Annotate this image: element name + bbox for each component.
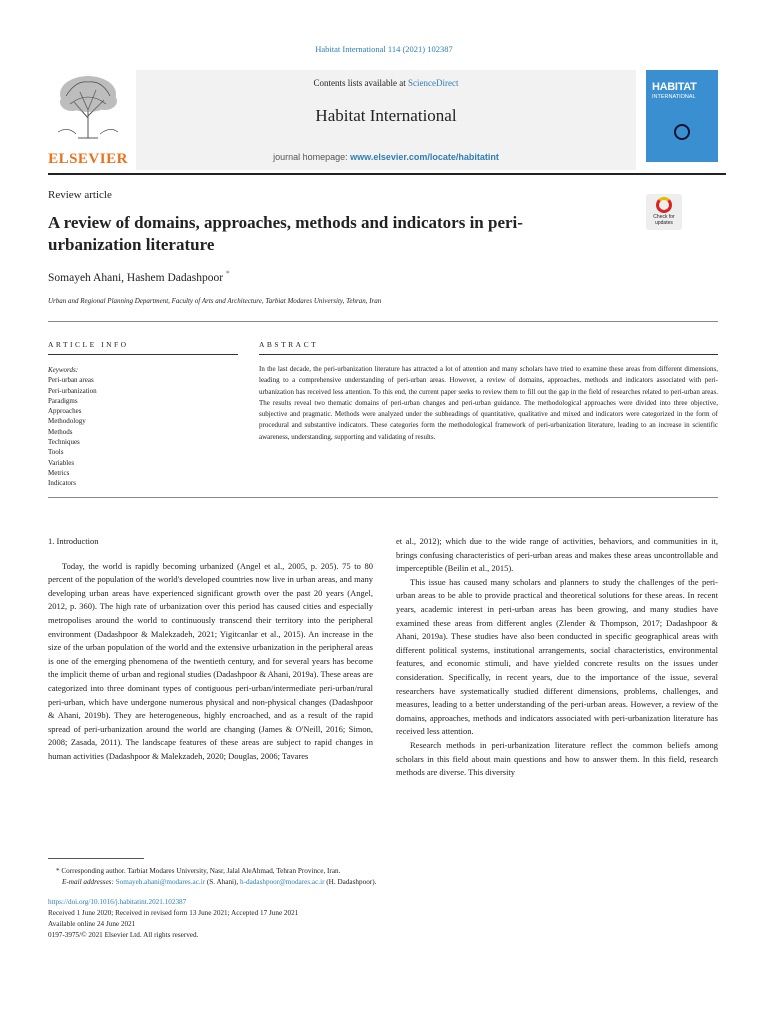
- homepage-line: [136, 152, 636, 162]
- corresponding-author-note: * Corresponding author. Tarbiat Modares University, Nasr, Jalal AleAhmad, Tehran Province, Iran.: [56, 867, 341, 875]
- elsevier-tree-icon: [48, 72, 128, 142]
- keyword-item: Methodology: [48, 417, 86, 426]
- copyright: 0197-3975/© 2021 Elsevier Ltd. All rights reserved.: [48, 931, 199, 939]
- crossmark-line2: updates: [655, 220, 673, 226]
- abstract-rule: [259, 354, 718, 355]
- author-list: [48, 269, 230, 284]
- footnote-rule: [48, 858, 144, 859]
- email-owner: (S. Ahani),: [205, 878, 241, 886]
- check-for-updates-badge[interactable]: [646, 194, 682, 230]
- masthead-banner: [136, 70, 636, 170]
- homepage-prefix: journal homepage:: [273, 152, 351, 162]
- elsevier-logo[interactable]: [48, 72, 128, 168]
- affiliation: Urban and Regional Planning Department, Faculty of Arts and Architecture, Tarbiat Modares University, Tehran, Iran: [48, 297, 382, 305]
- keywords-label: Keywords:: [48, 366, 79, 374]
- email-owner: (H. Dadashpoor).: [324, 878, 377, 886]
- body-column-left: [48, 535, 373, 764]
- keyword-item: Metrics: [48, 468, 70, 477]
- article-title: A review of domains, approaches, methods and indicators in peri-urbanization literature: [48, 213, 523, 254]
- keyword-item: Peri-urban areas: [48, 376, 94, 385]
- journal-cover-thumbnail[interactable]: [646, 70, 718, 162]
- abstract-bottom-rule: [48, 497, 718, 498]
- masthead-rule: [48, 173, 726, 175]
- contents-prefix: Contents lists available at: [313, 78, 408, 88]
- body-paragraph: Research methods in peri-urbanization literature reflect the common beliefs among scholars in this field about main questions and how to answer them. In this field, research methods are diverse. This diversity: [396, 739, 718, 778]
- email-link[interactable]: Somayeh.ahani@modares.ac.ir: [115, 878, 206, 886]
- journal-masthead: [48, 70, 726, 170]
- keyword-item: Methods: [48, 427, 73, 436]
- contents-line: [136, 78, 636, 88]
- keyword-item: Approaches: [48, 407, 82, 416]
- keyword-item: Variables: [48, 458, 75, 467]
- body-paragraph: Today, the world is rapidly becoming urbanized (Angel et al., 2005, p. 205). 75 to 80 percent of the population of the world's developed countries now live in urban areas, and many developing urban areas have experienced significant growth over the past 20 years (Angel, 2012, p. 360). The high rate of urbanization over this period has caused cities and especially metropolises around the world to continuously transcend their territory into the peripheral environment (Dadashpoor & Malekzadeh, 2021; Yigitcanlar et al., 2015). An increase in the size of the urban population of the world and the extensive urbanization in the peripheral areas is one of the emerging phenomena of the twentieth century, and for several years has become the implicit theme of urban and regional studies (Dadashpoor & Ahani, 2019a). These areas are categorized into three dominant types of contiguous peri-urban/intermediate peri-urban/rural peri-urban, which have undergone numerous physical and non-physical changes (Dadashpoor & Ahani, 2019b). They are heterogeneous, highly encroached, and as a result of the rapid spread of peri-urbanization around the world are changing (James & O'Neill, 2016; Simon, 2008; Zasada, 2011). The landscape features of these areas are subject to rapid changes in human activities (Dadashpoor & Malekzadeh, 2020; Douglas, 2006; Tavares: [48, 560, 373, 761]
- publication-metadata: [48, 897, 718, 941]
- body-paragraph: et al., 2012); which due to the wide range of activities, behaviors, and communities in it, brings confusing characteristics of peri-urban areas and makes these areas uncontrollable and imperceptible (Beilin et al., 2015).: [396, 536, 718, 574]
- available-online: Available online 24 June 2021: [48, 920, 136, 928]
- keyword-item: Paradigms: [48, 396, 78, 405]
- received-dates: Received 1 June 2020; Received in revised form 13 June 2021; Accepted 17 June 2021: [48, 909, 299, 917]
- cover-subtitle: INTERNATIONAL: [652, 94, 696, 100]
- doi-link[interactable]: https://doi.org/10.1016/j.habitatint.2021.102387: [48, 898, 187, 906]
- homepage-link[interactable]: www.elsevier.com/locate/habitatint: [350, 152, 499, 162]
- crossmark-icon: [656, 197, 672, 213]
- email-line: [48, 877, 718, 888]
- publisher-wordmark: ELSEVIER: [48, 151, 128, 167]
- keyword-item: Tools: [48, 448, 64, 457]
- article-info-rule: [48, 354, 238, 355]
- footnotes: [48, 866, 718, 888]
- running-head[interactable]: Habitat International 114 (2021) 102387: [315, 44, 453, 54]
- sciencedirect-link[interactable]: ScienceDirect: [408, 78, 459, 88]
- body-column-right: [396, 535, 718, 780]
- email-label: E-mail addresses:: [62, 878, 116, 886]
- abstract-text: In the last decade, the peri-urbanization literature has attracted a lot of attention and many scholars have tried to examine these areas from different dimensions, leading to a comprehensive understanding of peri-urban areas. However, a review of domains, approaches, methods and indicators associated with peri-urbanization has received less attention. To this end, the current paper seeks to review them to fill out the gap in the field of researches related to peri-urban areas. The results reveal two thematic domains of peri-urban changes and peri-urban guidance. The methodological approaches were divided into three objective, subjective and pragmatic. Methods were analyzed under the subheadings of quantitative, qualitative and mixed and indicators were categorized in the form of procedural and substantive indicators. These categories form the methodological framework of peri-urbanization literature, leading to an increase in scientific awareness, understanding, supporting and validating of results.: [259, 365, 718, 441]
- email-link[interactable]: h-dadashpoor@modares.ac.ir: [240, 878, 325, 886]
- abstract-heading: ABSTRACT: [259, 340, 319, 349]
- keyword-item: Techniques: [48, 438, 80, 447]
- keyword-item: Peri-urbanization: [48, 386, 97, 395]
- article-info-heading: ARTICLE INFO: [48, 340, 129, 349]
- crossmark-line1: Check for: [653, 214, 675, 220]
- cover-title: HABITAT: [652, 81, 697, 93]
- keywords-block: [48, 365, 97, 489]
- section-heading: 1. Introduction: [48, 536, 99, 546]
- author-names: Somayeh Ahani, Hashem Dadashpoor: [48, 271, 224, 284]
- corresponding-author-mark[interactable]: *: [225, 269, 230, 278]
- cover-emblem-icon: [674, 124, 690, 140]
- header-divider: [48, 321, 718, 322]
- journal-title: Habitat International: [315, 106, 457, 125]
- keyword-item: Indicators: [48, 479, 76, 488]
- body-paragraph: This issue has caused many scholars and planners to study the challenges of the peri-urban areas to be able to provide practical and theoretical solutions for these areas. In recent years, academic interest in peri-urban areas has been growing, and many studies have examined these areas from different angles (Zlender & Thompson, 2017; Dadashpoor & Ahani, 2019a). These studies have also been conducted in specific geographical areas with different political systems, institutional arrangements, social characteristics, environmental features, and economic stimuli, and have yielded concrete results on the issues under consideration. Specifically, in recent years, due to the importance of the issue, several researchers have systematically studied different dimensions, problems, challenges, and measures, leading to a better understanding of the peri-urban areas. However, a review of the domains, approaches, methods and indicators associated with peri-urbanization literature has received less attention.: [396, 576, 718, 737]
- article-type: Review article: [48, 189, 112, 201]
